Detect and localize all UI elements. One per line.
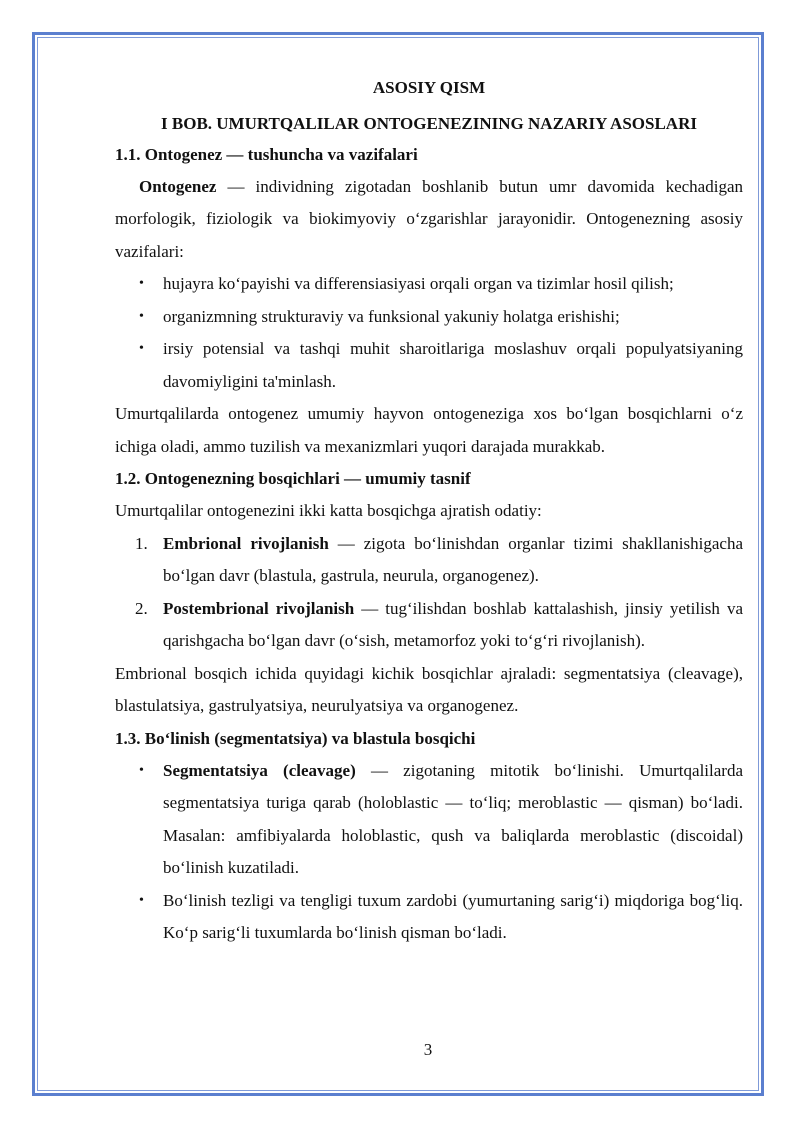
bullet-icon: • [139,341,144,356]
section-3-bullet-list [115,755,743,950]
list-item-text: — zigota boʻlinishdan organlar tizimi shakllanishigacha boʻlgan davr (blastula, gastrula, neurula, organogenez). [163,533,743,585]
section-1-bullet-list [115,268,743,398]
section-3-title: 1.3. Boʻlinish (segmentatsiya) va blastula bosqichi [115,728,476,748]
bullet-icon: • [139,762,144,778]
list-item [115,528,743,593]
list-item-text: irsiy potensial va tashqi muhit sharoitlariga moslashuv orqali populyatsiyaning davomiyligini ta'minlash. [163,339,743,391]
section-1-closing: Umurtqalilarda ontogenez umumiy hayvon ontogeneziga xos boʻlgan bosqichlarni oʻz ichiga oladi, ammo tuzilish va mexanizmlari yuqori darajada murakkab. [115,404,743,456]
list-item [115,593,743,658]
page-content [115,72,743,950]
list-item-term: Embrional rivojlanish [163,533,329,553]
term-ontogenez: Ontogenez [139,176,217,196]
list-item-text: — zigotaning mitotik boʻlinishi. Umurtqalilarda segmentatsiya turiga qarab (holoblastic — toʻliq; meroblastic — qisman) boʻladi. Masalan: amfibiyalarda holoblastic, qush va baliqlarda meroblastic (discoidal) boʻlinish kuzatiladi. [163,760,743,877]
list-item [115,301,743,334]
list-number: 2. [135,598,148,618]
main-heading: ASOSIY QISM [372,78,486,97]
bullet-icon: • [139,892,144,908]
section-2-title: 1.2. Ontogenezning bosqichlari — umumiy tasnif [115,469,471,488]
section-1-intro-text: — individning zigotadan boshlanib butun umr davomida kechadigan morfologik, fiziologik va biokimyoviy oʻzgarishlar jarayonidir. Ontogenezning asosiy vazifalari: [115,176,743,261]
list-item-text: organizmning strukturaviy va funksional yakuniy holatga erishishi; [163,306,620,326]
section-2-intro: Umurtqalilar ontogenezini ikki katta bosqichga ajratish odatiy: [115,501,542,520]
list-item-term: Postembrional rivojlanish [163,598,355,618]
list-item-term: Segmentatsiya (cleavage) [163,760,356,780]
section-2-numbered-list [115,528,743,658]
list-item [115,333,743,398]
list-item [115,268,743,301]
list-item-text: hujayra koʻpayishi va differensiasiyasi orqali organ va tizimlar hosil qilish; [163,274,674,293]
list-item [115,885,743,950]
section-1-intro [115,171,743,269]
list-item [115,755,743,885]
section-1-title: 1.1. Ontogenez — tushuncha va vazifalari [115,144,418,164]
bullet-icon: • [139,308,144,324]
list-item-text: — tugʻilishdan boshlab kattalashish, jinsiy yetilish va qarishgacha boʻlgan davr (oʻsish, metamorfoz yoki toʻgʻri rivojlanish). [163,598,743,650]
section-2-closing: Embrional bosqich ichida quyidagi kichik bosqichlar ajraladi: segmentatsiya (cleavage), blastulatsiya, gastrulyatsiya, neurulyatsiya va organogenez. [115,663,743,715]
list-item-text: Boʻlinish tezligi va tengligi tuxum zardobi (yumurtaning sarigʻi) miqdoriga bogʻliq. Koʻp sarigʻli tuxumlarda boʻlinish qisman boʻladi. [163,890,743,942]
chapter-title: I BOB. UMURTQALILAR ONTOGENEZINING NAZARIY ASOSLARI [161,113,697,133]
page-number: 3 [423,1040,433,1059]
bullet-icon: • [139,276,144,291]
list-number: 1. [135,533,148,553]
